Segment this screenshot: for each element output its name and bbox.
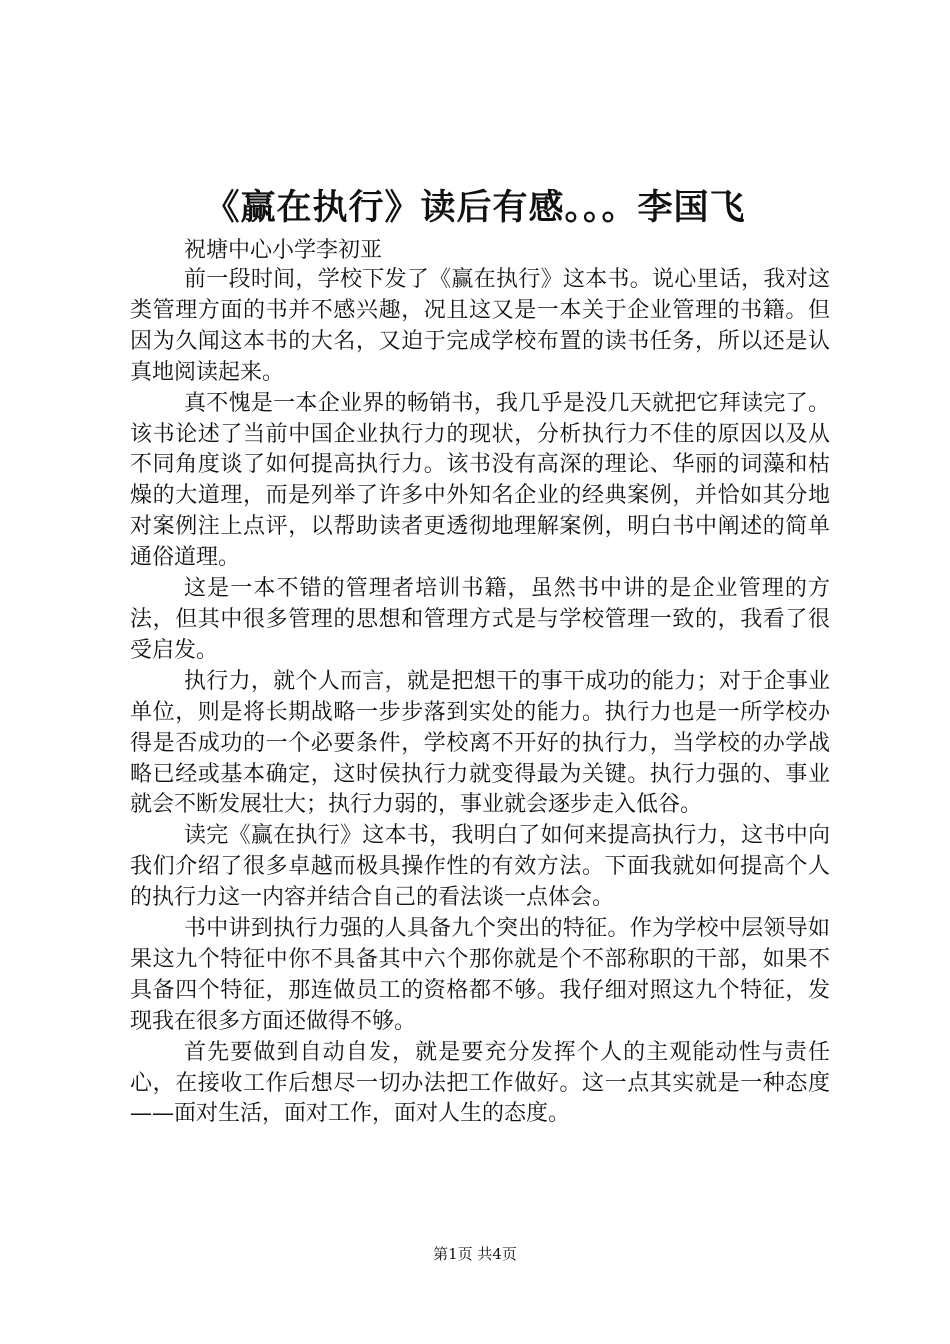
author-line: 祝塘中心小学李初亚 (184, 238, 383, 263)
paragraph: 前一段时间，学校下发了《赢在执行》这本书。说心里话，我对这类管理方面的书并不感兴趣，况且这又是一本关于企业管理的书籍。但因为久闻这本书的大名，又迫于完成学校布置的读书任务，所以还是认真地阅读起来。 (130, 267, 830, 385)
paragraph: 首先要做到自动自发，就是要充分发挥个人的主观能动性与责任心，在接收工作后想尽一切办法把工作做好。这一点其实就是一种态度——面对生活，面对工作，面对人生的态度。 (130, 1039, 830, 1127)
paragraph: 书中讲到执行力强的人具备九个突出的特征。作为学校中层领导如果这九个特征中你不具备其中六个那你就是个不部称职的干部，如果不具备四个特征，那连做员工的资格都不够。我仔细对照这九个特征，发现我在很多方面还做得不够。 (130, 916, 830, 1034)
page-indicator: 第1页 共4页 (433, 1245, 517, 1263)
paragraph: 执行力，就个人而言，就是把想干的事干成功的能力；对于企事业单位，则是将长期战略一步步落到实处的能力。执行力也是一所学校办得是否成功的一个必要条件，学校离不开好的执行力，当学校的办学战略已经或基本确定，这时侯执行力就变得最为关键。执行力强的、事业就会不断发展壮大；执行力弱的，事业就会逐步走入低谷。 (130, 668, 830, 818)
paragraph: 这是一本不错的管理者培训书籍，虽然书中讲的是企业管理的方法，但其中很多管理的思想和管理方式是与学校管理一致的，我看了很受启发。 (130, 576, 830, 663)
document-body (130, 265, 830, 1130)
paragraph: 真不愧是一本企业界的畅销书，我几乎是没几天就把它拜读完了。该书论述了当前中国企业执行力的现状，分析执行力不佳的原因以及从不同角度谈了如何提高执行力。该书没有高深的理论、华丽的词藻和枯燥的大道理，而是列举了许多中外知名企业的经典案例，并恰如其分地对案例注上点评，以帮助读者更透彻地理解案例，明白书中阐述的简单通俗道理。 (130, 390, 830, 571)
document-title: 《赢在执行》读后有感。。。李国飞 (204, 187, 746, 228)
paragraph: 读完《赢在执行》这本书，我明白了如何来提高执行力，这书中向我们介绍了很多卓越而极具操作性的有效方法。下面我就如何提高个人的执行力这一内容并结合自己的看法谈一点体会。 (130, 823, 830, 911)
